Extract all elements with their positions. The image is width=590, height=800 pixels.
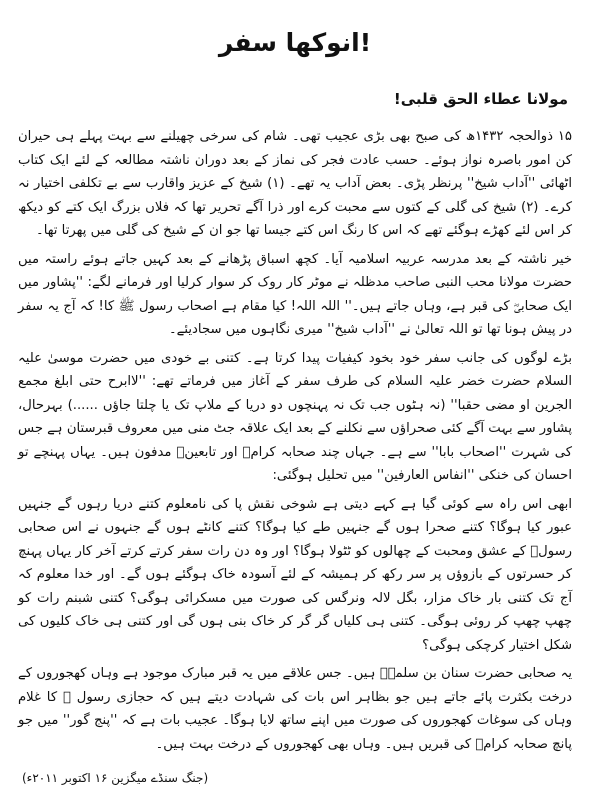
article-title: انوکھا سفر!	[218, 28, 372, 57]
paragraph-1: ۱۵ ذوالحجہ ۱۴۳۲ھ کی صبح بھی بڑی عجیب تھی۔ شام کی سرخی چھیلنے سے بہت پہلے ہی حیران کن امور باصرہ نواز ہوئے۔ حسب عادت فجر کی نماز کے بعد دوران ناشتہ مطالعہ کے لئے ایک کتاب اٹھائی ''آداب شیخ'' پرنظر پڑی۔ بعض آداب یہ تھے۔ (۱) شیخ کے عزیز واقارب سے بے تکلفی اختیار نہ کرے۔ (۲) شیخ کی گلی کے کتوں سے محبت کرے اور ذرا آگے تحریر تھا کہ فلاں بزرگ ایک کتے کو دیکھ کر اس لئے کھڑے ہوگئے تھے کہ اس کا رنگ اس کتے جیسا تھا جو ان کے شیخ کی گلی میں پھرتا تھا۔	[18, 129, 572, 238]
paragraph-5: یہ صحابی حضرت سنان بن سلمہؓ ہیں۔ جس علاقے میں یہ قبر مبارک موجود ہے وہاں کھجوروں کے درخت بکثرت پائے جاتے ہیں جو بظاہر اس بات کی شہادت دیتے ہیں کہ حجازی رسول ﷺ کا غلام وہاں کی سوغات کھجوروں کی صورت میں اپنے ساتھ لایا ہوگا۔ عجیب بات ہے کہ ''پنج گور'' میں جو پانچ صحابہ کرامؓ کی قبریں ہیں۔ وہاں بھی کھجوروں کے درخت بہت ہیں۔	[18, 666, 572, 752]
article-body	[18, 125, 572, 756]
paragraph-4: ابھی اس راہ سے کوئی گیا ہے کہے دیتی ہے شوخی نقش پا کی نامعلوم کتنے دریا رہوں گے جنہیں عبور کیا ہوگا؟ کتنے صحرا ہوں گے جنہیں طے کیا ہوگا؟ کتنے کانٹے ہوں گے جنہوں نے اس صحابی رسولؐ کے عشق ومحبت کے چھالوں کو ٹٹولا ہوگا؟ اور وہ دن رات سفر کرتے کرتے آخر کار یہاں پہنچ کر حسرتوں کے بازوؤں پر سر رکھ کر ہمیشہ کے لئے آسودہ خاک ہوگئے ہوں گے۔ اور خدا معلوم کہ آج تک کتنی بار خاک مزار، بگل لالہ ونرگس کی صورت میں مسکرائی ہوگی؟ کتنی شبنم رات کو چھپ چھپ کر روئی ہوگی۔ کتنی ہی کلیاں گر گر کر خاک بنی ہوں گی اور کتنی ہی خاک کلیوں کی شکل اختیار کرچکی ہوگی؟	[18, 496, 572, 653]
paragraph-3: بڑے لوگوں کی جانب سفر خود بخود کیفیات پیدا کرتا ہے۔ کتنی بے خودی میں حضرت موسیٰ علیہ السلام حضرت خضر علیہ السلام کی طرف سفر کے آغاز میں فرماتے تھے: ''لاابرح حتی ابلغ مجمع الجرین او مضی حقبا'' (نہ ہٹوں جب تک نہ پہنچوں دو دریا کے ملاپ تک یا چلتا جاؤں ......) بہرحال، پشاور سے بہت آگے کئی صحراؤں سے نکلنے کے بعد ایک علاقہ جٹ منی میں معروف قبرستان ہے جس کی شہرت ''اصحاب بابا'' سے ہے۔ جہاں چند صحابہ کرامؓ اور تابعینؒ مدفون ہیں۔ یہاں پہنچے تو احسان کی خنکی ''انفاس العارفین'' میں تحلیل ہوگئی:	[18, 350, 572, 483]
source-citation: (جنگ سنڈے میگزین ۱۶ اکتوبر ۲۰۱۱ء)	[22, 771, 209, 785]
author-byline: مولانا عطاء الحق قلبی!	[393, 90, 568, 108]
paragraph-2: خیر ناشتہ کے بعد مدرسہ عربیہ اسلامیہ آیا۔ کچھ اسباق پڑھانے کے بعد کہیں جاتے ہوئے راستہ میں حضرت مولانا محب النبی صاحب مدظلہ نے موٹر کار روک کر سوار کرلیا اور فرمانے لگے: ''پشاور میں ایک صحابیؓ کی قبر ہے، وہاں جاتے ہیں۔'' اللہ اللہ! کیا مقام ہے اصحاب رسول ﷺ کا! کہ آج یہ سفر در پیش ہونا تھا تو اللہ تعالیٰ نے ''آداب شیخ'' میری نگاہوں میں سجادیئے۔	[18, 251, 572, 337]
